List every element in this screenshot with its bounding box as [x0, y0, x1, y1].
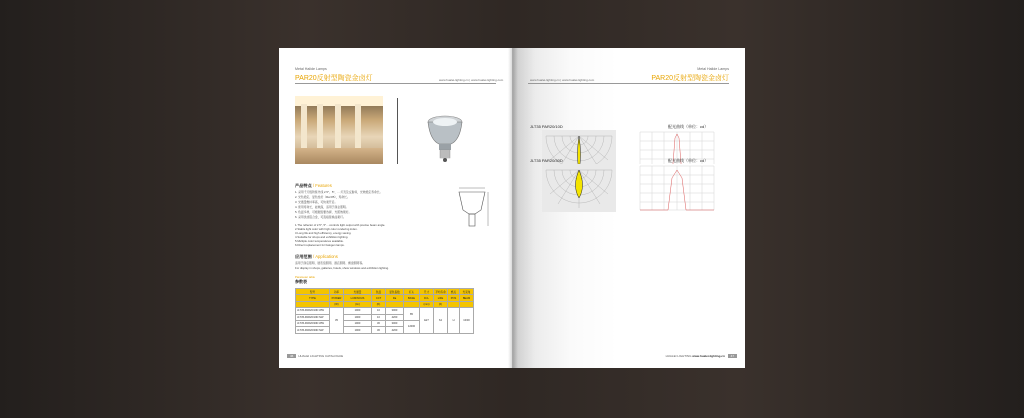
- left-page-number: 46: [287, 354, 296, 358]
- left-category: Metal Halide Lamps: [295, 67, 327, 71]
- applications-heading: 应用范围 / Applications: [295, 254, 338, 259]
- right-category: Metal Halide Lamps: [697, 67, 729, 71]
- table-row: JLT35-PAR20/10D NW 1900 10 4200: [296, 314, 474, 320]
- right-header-rule: [528, 83, 729, 84]
- feature-en-3: 3.Long life and high efficiency, energy saving.: [295, 231, 352, 235]
- right-page-title: PAR20反射型陶瓷金卤灯: [651, 75, 729, 82]
- parameter-table: [295, 288, 474, 334]
- feature-cn-6: 6. 采用优质铝合金，可直接替换卤素灯。: [295, 215, 346, 219]
- photo-divider: [397, 98, 398, 164]
- feature-en-5: 5.Multiple color temperatures available.: [295, 239, 344, 243]
- feature-cn-1: 1. 采用千万级防紫外线 2.5°、5°、... 灯壳及反射杯，光效稳定寿命长。: [295, 190, 383, 194]
- chart1-label: JLT35 PAR20/10D: [530, 124, 563, 129]
- book-spine: [508, 48, 518, 368]
- left-web: www.hualei-lighting.cn | www.hualei-lighting.com: [439, 78, 504, 82]
- table-header-row: TYPE POWER LUMINOUS CCT Ra BASE D×L LIFE POS BEAM: [296, 295, 474, 301]
- table-header-row: 型号 功率 光通量 色温 显色指数 灯头 尺寸 平均寿命 燃点 光束角: [296, 289, 474, 295]
- left-header-rule: [295, 83, 496, 84]
- feature-cn-5: 5. 色温多样，可根据需要选择，光照效果好。: [295, 210, 352, 214]
- feature-en-6: 6.Direct replacement for halogen lamps.: [295, 243, 345, 247]
- polar-chart-2: [542, 164, 616, 212]
- dimension-drawing: [455, 186, 493, 234]
- right-web: www.hualei-lighting.cn | www.hualei-lighting.com: [530, 78, 595, 82]
- feature-en-2: 2.Stable light color with high color rendering index.: [295, 227, 358, 231]
- interior-photo: [295, 96, 383, 164]
- cartesian-chart-2: [632, 164, 716, 212]
- chart2-label: JLT35 PAR20/30D: [530, 158, 563, 163]
- param-heading-en: Parameter table: [295, 275, 315, 279]
- left-page-title: PAR20反射型陶瓷金卤灯: [295, 75, 373, 82]
- table-header-row: (W) (lm) (K) (mm) (h): [296, 301, 474, 307]
- feature-en-1: 1.The reflector of 2.5°, 5°... controls light output with precise beam angle.: [295, 223, 386, 227]
- applications-en: For display in shops, galleries, hotels, show windows and exhibition lighting.: [295, 266, 389, 270]
- feature-en-4: 4.Suitable for shops and exhibition lighting.: [295, 235, 349, 239]
- chart2-right-label: 配光曲线（单位：cd）: [668, 158, 709, 163]
- right-footer-url: www.hualei-lighting.cn: [692, 354, 725, 358]
- table-row: JLT35-PAR20/30D NW 1900 30 4200: [296, 327, 474, 333]
- feature-cn-3: 3. 光通量维持率高，可快速开启。: [295, 200, 338, 204]
- feature-cn-4: 4. 使用寿命长，能效高，适用于商业照明。: [295, 205, 349, 209]
- left-footer: 46 HUALEI LIGHTING CATALOGUE: [287, 354, 343, 358]
- param-heading: 参数表: [295, 279, 307, 284]
- feature-cn-2: 2. 光色稳定、显色性好（Ra>85），寿命长。: [295, 195, 350, 199]
- right-page-number: 47: [728, 354, 737, 358]
- right-page: [512, 48, 745, 368]
- chart1-right-label: 配光曲线（单位：cd）: [668, 124, 709, 129]
- right-footer: HUALEI LIGHTING www.hualei-lighting.cn 47: [666, 354, 737, 358]
- features-heading: 产品特点 / Features: [295, 183, 332, 188]
- left-page: [279, 48, 512, 368]
- par20-lamp-icon: [427, 110, 463, 162]
- table-row: JLT35-PAR20/10D WW 35 1900 10 3000 85 E27 64 H 10/30: [296, 308, 474, 314]
- applications-cn: 适用于商店照明、展览馆照明、酒店照明、橱窗照明等。: [295, 261, 365, 265]
- table-row: JLT35-PAR20/30D WW 1900 30 3000 12000: [296, 320, 474, 326]
